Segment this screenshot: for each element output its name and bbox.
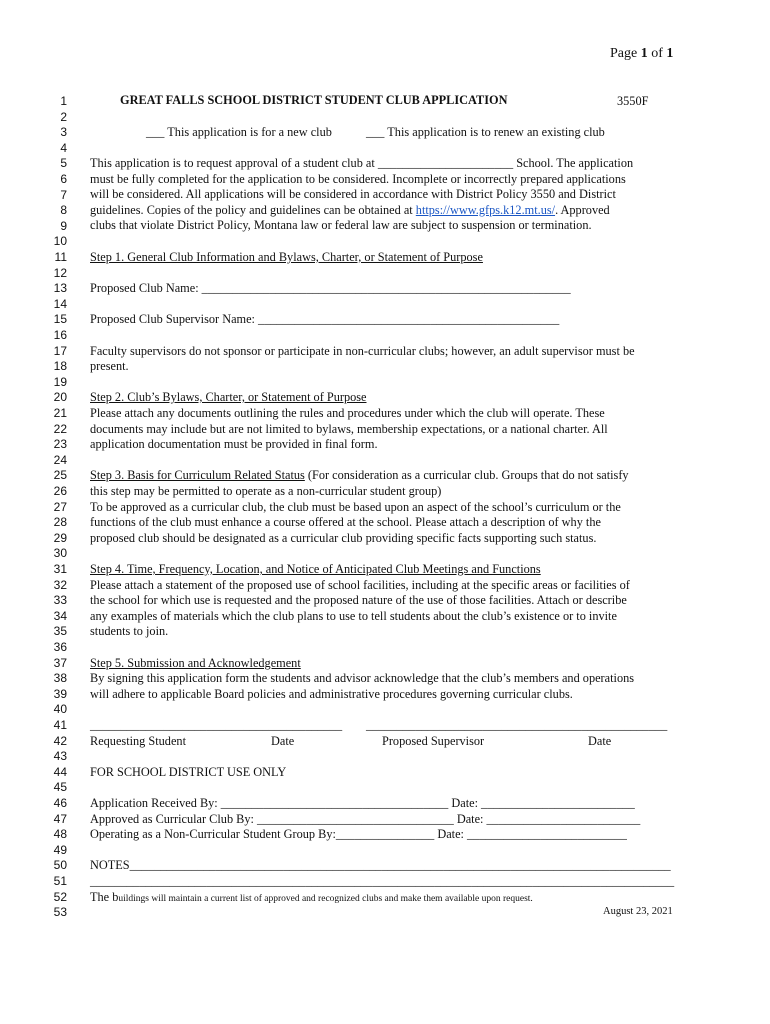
line-number: 13 xyxy=(53,281,67,296)
page-label: Page xyxy=(610,46,638,61)
step5-heading: Step 5. Submission and Acknowledgement xyxy=(90,656,301,670)
line-number: 39 xyxy=(53,686,67,701)
page-number xyxy=(610,46,673,62)
step3-line-29: proposed club should be designated as a curricular club providing specific facts supporting such status. xyxy=(90,531,597,545)
line-number: 23 xyxy=(53,437,67,452)
line-number: 46 xyxy=(53,796,67,810)
line-number: 49 xyxy=(53,842,67,857)
line-number: 26 xyxy=(53,484,67,498)
page-current: 1 xyxy=(640,46,648,61)
step3-heading-note: (For consideration as a curricular club. Groups that do not satisfy xyxy=(304,468,629,482)
line-number: 1 xyxy=(60,94,67,108)
line-number: 16 xyxy=(53,328,67,342)
form-title: GREAT FALLS SCHOOL DISTRICT STUDENT CLUB APPLICATION xyxy=(120,93,508,107)
new-club-checkbox[interactable]: ___ This application is for a new club xyxy=(146,125,332,139)
district-use-heading: FOR SCHOOL DISTRICT USE ONLY xyxy=(90,765,287,779)
approved-curricular-field[interactable]: Approved as Curricular Club By: ________________________________ Date: _________________________ xyxy=(90,812,641,826)
intro-line-9: clubs that violate District Policy, Montana law or federal law are subject to suspension or termination. xyxy=(90,218,592,232)
line-number: 7 xyxy=(60,187,67,202)
step3-line-28: functions of the club must enhance a course offered at the school. Please attach a description of why the xyxy=(90,515,601,529)
line-number: 45 xyxy=(53,780,67,795)
step3-line-27: To be approved as a curricular club, the club must be based upon an aspect of the school’s curriculum or the xyxy=(90,500,621,514)
line-number: 50 xyxy=(53,858,67,873)
supervisor-signature-line[interactable]: _________________________________________________ xyxy=(366,718,668,732)
line-number: 8 xyxy=(60,203,67,218)
step5-line-39: will adhere to applicable Board policies and administrative procedures governing curricular clubs. xyxy=(90,687,573,701)
line-number: 31 xyxy=(53,562,67,576)
line-number: 17 xyxy=(53,343,67,358)
line-number: 36 xyxy=(53,640,67,654)
line-number: 47 xyxy=(53,811,67,826)
club-supervisor-field[interactable]: Proposed Club Supervisor Name: _________________________________________________ xyxy=(90,312,560,326)
buildings-note xyxy=(90,890,533,908)
step2-line-23: application documentation must be provided in final form. xyxy=(90,437,378,451)
line-number: 27 xyxy=(53,499,67,514)
line-number: 33 xyxy=(53,593,67,608)
line-number: 4 xyxy=(60,140,67,155)
line-number: 30 xyxy=(53,546,67,561)
page-total: 1 xyxy=(666,46,674,61)
intro-line-8-text: guidelines. Copies of the policy and guidelines can be obtained at xyxy=(90,203,416,217)
step4-line-33: the school for which use is requested and the proposed nature of the use of those facilities. Attach or describe xyxy=(90,593,627,607)
line-number: 51 xyxy=(53,874,67,888)
step4-line-34: any examples of materials which the club plans to use to tell students about the club’s existence or to invite xyxy=(90,609,617,623)
intro-line-5: This application is to request approval of a student club at ______________________ School. The application xyxy=(90,156,634,170)
renew-club-checkbox[interactable]: ___ This application is to renew an existing club xyxy=(366,125,605,139)
line-number: 20 xyxy=(53,390,67,405)
line-number: 44 xyxy=(53,764,67,779)
supervisor-note-line-2: present. xyxy=(90,359,129,373)
line-number: 29 xyxy=(53,530,67,545)
student-signature-line[interactable]: _________________________________________ xyxy=(90,718,343,732)
line-number: 43 xyxy=(53,749,67,764)
line-number: 10 xyxy=(53,234,67,249)
step2-line-21: Please attach any documents outlining the rules and procedures under which the club will operate. These xyxy=(90,406,605,420)
step3-heading: Step 3. Basis for Curriculum Related Status xyxy=(90,468,305,482)
line-number: 24 xyxy=(53,452,67,467)
line-number: 42 xyxy=(53,733,67,748)
application-received-field[interactable]: Application Received By: _____________________________________ Date: _________________________ xyxy=(90,796,635,810)
line-number: 41 xyxy=(53,718,67,732)
step3-line-25 xyxy=(90,468,629,484)
intro-line-7: will be considered. All applications will be considered in accordance with District Policy 3550 and District xyxy=(90,187,616,201)
step2-heading: Step 2. Club’s Bylaws, Charter, or Statement of Purpose xyxy=(90,390,367,404)
line-number: 53 xyxy=(53,905,67,920)
proposed-supervisor-label: Proposed Supervisor xyxy=(382,734,485,748)
non-curricular-field[interactable]: Operating as a Non-Curricular Student Group By:________________ Date: __________________________ xyxy=(90,827,627,841)
step1-heading: Step 1. General Club Information and Bylaws, Charter, or Statement of Purpose xyxy=(90,250,483,264)
line-number: 3 xyxy=(60,125,67,140)
line-number: 15 xyxy=(53,312,67,327)
step3-line-26: this step may be permitted to operate as a non-curricular student group) xyxy=(90,484,442,498)
line-number: 38 xyxy=(53,671,67,686)
line-number: 32 xyxy=(53,577,67,592)
line-number: 52 xyxy=(53,889,67,904)
line-number: 34 xyxy=(53,608,67,623)
line-number: 6 xyxy=(60,172,67,186)
line-number: 35 xyxy=(53,624,67,639)
line-number: 19 xyxy=(53,374,67,389)
buildings-note-text: uildings will maintain a current list of approved and recognized clubs and make them available upon request. xyxy=(118,894,533,904)
step4-line-35: students to join. xyxy=(90,624,169,638)
revision-date: August 23, 2021 xyxy=(603,906,673,917)
district-website-link[interactable]: https://www.gfps.k12.mt.us/ xyxy=(415,203,556,217)
line-number: 5 xyxy=(60,156,67,171)
intro-line-8-end: . Approved xyxy=(555,203,610,217)
line-number: 14 xyxy=(53,296,67,311)
line-number: 18 xyxy=(53,359,67,374)
line-number: 21 xyxy=(53,406,67,420)
step5-line-38: By signing this application form the students and advisor acknowledge that the club’s members and operations xyxy=(90,671,635,685)
club-name-field[interactable]: Proposed Club Name: ____________________________________________________________ xyxy=(90,281,571,295)
line-number: 2 xyxy=(60,109,67,124)
supervisor-date-label: Date xyxy=(588,734,612,748)
line-number: 11 xyxy=(54,250,67,264)
line-number: 25 xyxy=(53,468,67,483)
intro-line-8 xyxy=(90,203,610,219)
line-number: 48 xyxy=(53,827,67,842)
form-code: 3550F xyxy=(617,94,649,108)
step2-line-22: documents may include but are not limited to bylaws, membership expectations, or a national charter. All xyxy=(90,422,608,436)
line-number: 9 xyxy=(60,218,67,233)
intro-line-6: must be fully completed for the application to be considered. Incomplete or incorrectly prepared applications xyxy=(90,172,626,186)
line-number: 37 xyxy=(53,655,67,670)
step4-heading: Step 4. Time, Frequency, Location, and Notice of Anticipated Club Meetings and Functions xyxy=(90,562,541,576)
line-number: 28 xyxy=(53,515,67,530)
notes-field-continued[interactable]: _______________________________________________________________________________________________ xyxy=(90,874,675,888)
requesting-student-label: Requesting Student xyxy=(90,734,186,748)
page-of-label: of xyxy=(651,46,663,61)
notes-field[interactable]: NOTES________________________________________________________________________________________ xyxy=(90,858,671,872)
buildings-note-lead: The b xyxy=(90,890,119,904)
line-number: 40 xyxy=(53,702,67,717)
student-date-label: Date xyxy=(271,734,295,748)
supervisor-note-line-1: Faculty supervisors do not sponsor or participate in non-curricular clubs; however, an adult supervisor must be xyxy=(90,344,635,358)
line-number: 22 xyxy=(53,421,67,436)
step4-line-32: Please attach a statement of the proposed use of school facilities, including at the specific areas or facilities of xyxy=(90,578,630,592)
line-number: 12 xyxy=(53,265,67,280)
